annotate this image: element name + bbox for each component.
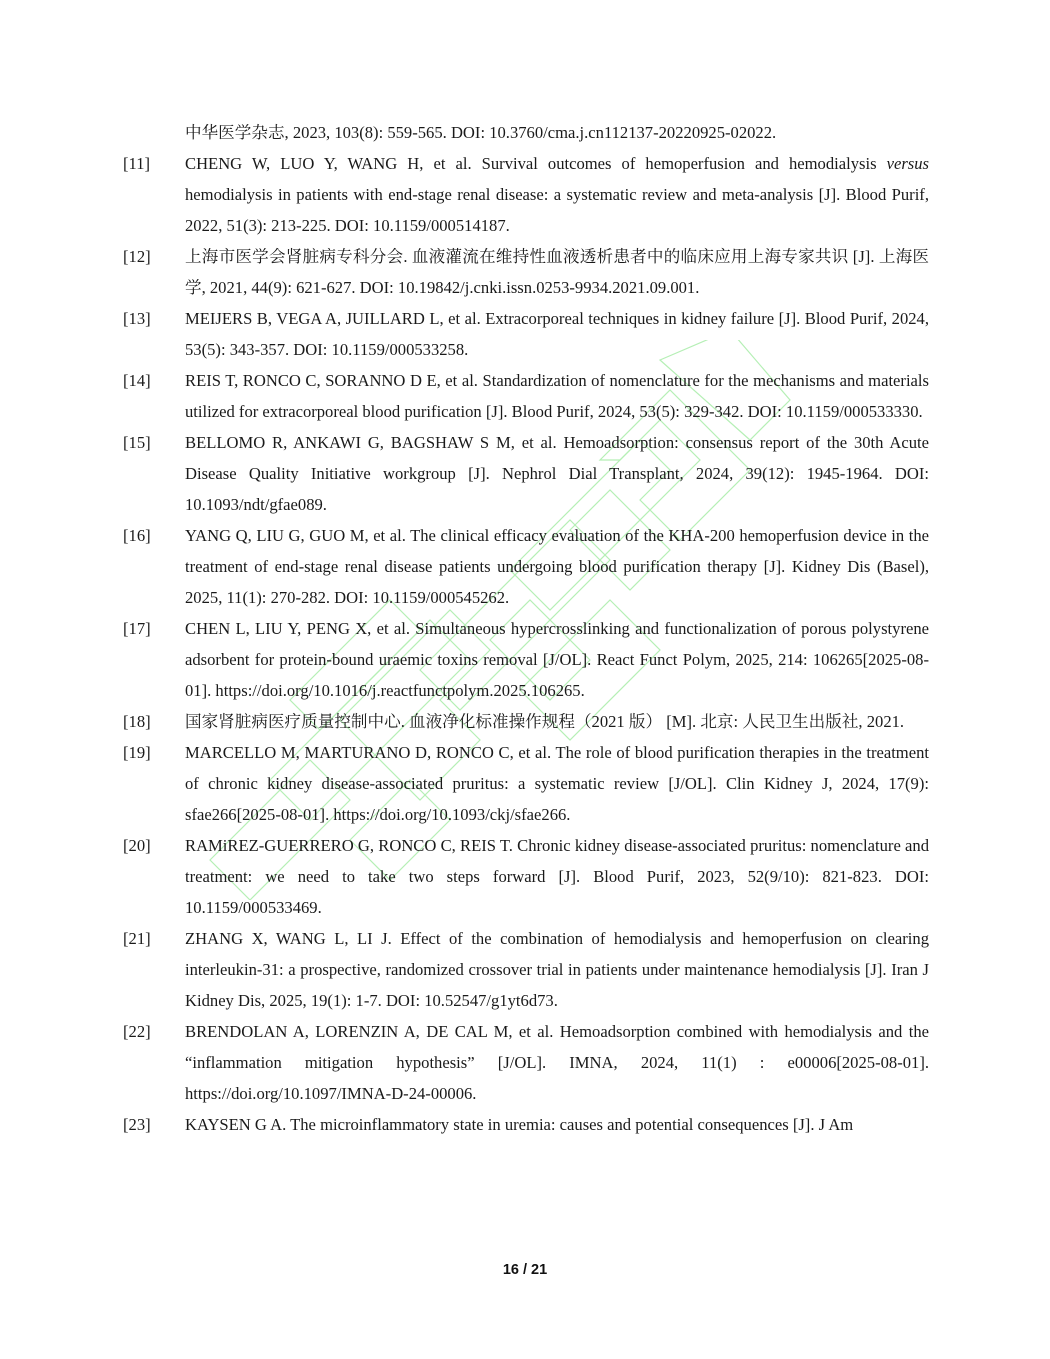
reference-continuation: 中华医学杂志, 2023, 103(8): 559-565. DOI: 10.3760/cma.j.cn112137-20220925-02022. [185,123,777,142]
reference-item [123,830,929,923]
reference-number: [12] [123,247,151,266]
reference-number: [22] [123,1022,151,1041]
reference-text [185,1109,929,1140]
reference-item [123,613,929,706]
reference-text [185,706,929,737]
reference-text-italic: versus [886,154,929,173]
reference-text-main: CHENG W, LUO Y, WANG H, et al. Survival outcomes of hemoperfusion and hemodialysis [185,154,887,173]
reference-number: [19] [123,743,151,762]
reference-text-main: CHEN L, LIU Y, PENG X, et al. Simultaneous hypercrosslinking and functionalization of porous polystyrene adsorbent for protein-bound uraemic toxins removal [J/OL]. React Funct Polym, 2025, 214: 106265[2025-08-01]. https://doi.org/10.1016/j.reactfunctpolym.2025.106265. [185,619,929,700]
reference-text-main: REIS T, RONCO C, SORANNO D E, et al. Standardization of nomenclature for the mechanisms and materials utilized for extracorporeal blood purification [J]. Blood Purif, 2024, 53(5): 329-342. DOI: 10.1159/000533330. [185,371,929,421]
reference-text [185,923,929,1016]
reference-list [123,117,929,1140]
reference-text [185,1016,929,1109]
reference-number: [20] [123,836,151,855]
reference-item [123,241,929,303]
reference-item [123,1016,929,1109]
reference-number: [21] [123,929,151,948]
reference-text [185,520,929,613]
reference-text-main: RAMiREZ-GUERRERO G, RONCO C, REIS T. Chronic kidney disease-associated pruritus: nomenclature and treatment: we need to take two steps forward [J]. Blood Purif, 2023, 52(9/10): 821-823. DOI: 10.1159/000533469. [185,836,929,917]
reference-item [123,737,929,830]
reference-item [123,1109,929,1140]
reference-text [185,365,929,427]
reference-text-tail: hemodialysis in patients with end-stage renal disease: a systematic review and meta-analysis [J]. Blood Purif, 2022, 51(3): 213-225. DOI: 10.1159/000514187. [185,185,929,235]
reference-text-main: MEIJERS B, VEGA A, JUILLARD L, et al. Extracorporeal techniques in kidney failure [J]. Blood Purif, 2024, 53(5): 343-357. DOI: 10.1159/000533258. [185,309,929,359]
reference-item [123,923,929,1016]
reference-number: [16] [123,526,151,545]
reference-item [123,148,929,241]
reference-text [185,613,929,706]
reference-text-main: YANG Q, LIU G, GUO M, et al. The clinical efficacy evaluation of the KHA-200 hemoperfusion device in the treatment of end-stage renal disease patients undergoing blood purification therapy [J]. Kidney Dis (Basel), 2025, 11(1): 270-282. DOI: 10.1159/000545262. [185,526,929,607]
reference-text [185,830,929,923]
reference-text-main: 上海市医学会肾脏病专科分会. 血液灌流在维持性血液透析患者中的临床应用上海专家共识 [J]. 上海医学, 2021, 44(9): 621-627. DOI: 10.19842/j.cnki.issn.0253-9934.2021.09.001. [185,247,929,297]
reference-entries [123,148,929,1140]
reference-text [185,241,929,303]
reference-item [123,427,929,520]
reference-text-main: BRENDOLAN A, LORENZIN A, DE CAL M, et al. Hemoadsorption combined with hemodialysis and the “inflammation mitigation hypothesis” [J/OL]. IMNA, 2024, 11(1) : e00006[2025-08-01]. https://doi.org/10.1097/IMNA-D-24-00006. [185,1022,929,1103]
reference-number: [17] [123,619,151,638]
reference-item [123,303,929,365]
reference-item [123,365,929,427]
reference-text [185,303,929,365]
reference-number: [23] [123,1115,151,1134]
reference-number: [13] [123,309,151,328]
reference-text [185,148,929,241]
reference-text-main: ZHANG X, WANG L, LI J. Effect of the combination of hemodialysis and hemoperfusion on clearing interleukin-31: a prospective, randomized crossover trial in patients under maintenance hemodialysis [J]. Iran J Kidney Dis, 2025, 19(1): 1-7. DOI: 10.52547/g1yt6d73. [185,929,929,1010]
reference-text-main: BELLOMO R, ANKAWI G, BAGSHAW S M, et al. Hemoadsorption: consensus report of the 30th Acute Disease Quality Initiative workgroup [J]. Nephrol Dial Transplant, 2024, 39(12): 1945-1964. DOI: 10.1093/ndt/gfae089. [185,433,929,514]
reference-text [185,427,929,520]
reference-number: [18] [123,712,151,731]
reference-item [123,706,929,737]
reference-text-main: KAYSEN G A. The microinflammatory state in uremia: causes and potential consequences [J]. J Am [185,1115,854,1134]
reference-number: [15] [123,433,151,452]
reference-text [185,737,929,830]
reference-number: [14] [123,371,151,390]
reference-text-main: MARCELLO M, MARTURANO D, RONCO C, et al. The role of blood purification therapies in the treatment of chronic kidney disease-associated pruritus: a systematic review [J/OL]. Clin Kidney J, 2024, 17(9): sfae266[2025-08-01]. https://doi.org/10.1093/ckj/sfae266. [185,743,929,824]
reference-item [123,520,929,613]
reference-number: [11] [123,154,151,173]
page-number: 16 / 21 [502,1262,548,1278]
reference-text-main: 国家肾脏病医疗质量控制中心. 血液净化标准操作规程（2021 版） [M]. 北京: 人民卫生出版社, 2021. [185,712,905,731]
